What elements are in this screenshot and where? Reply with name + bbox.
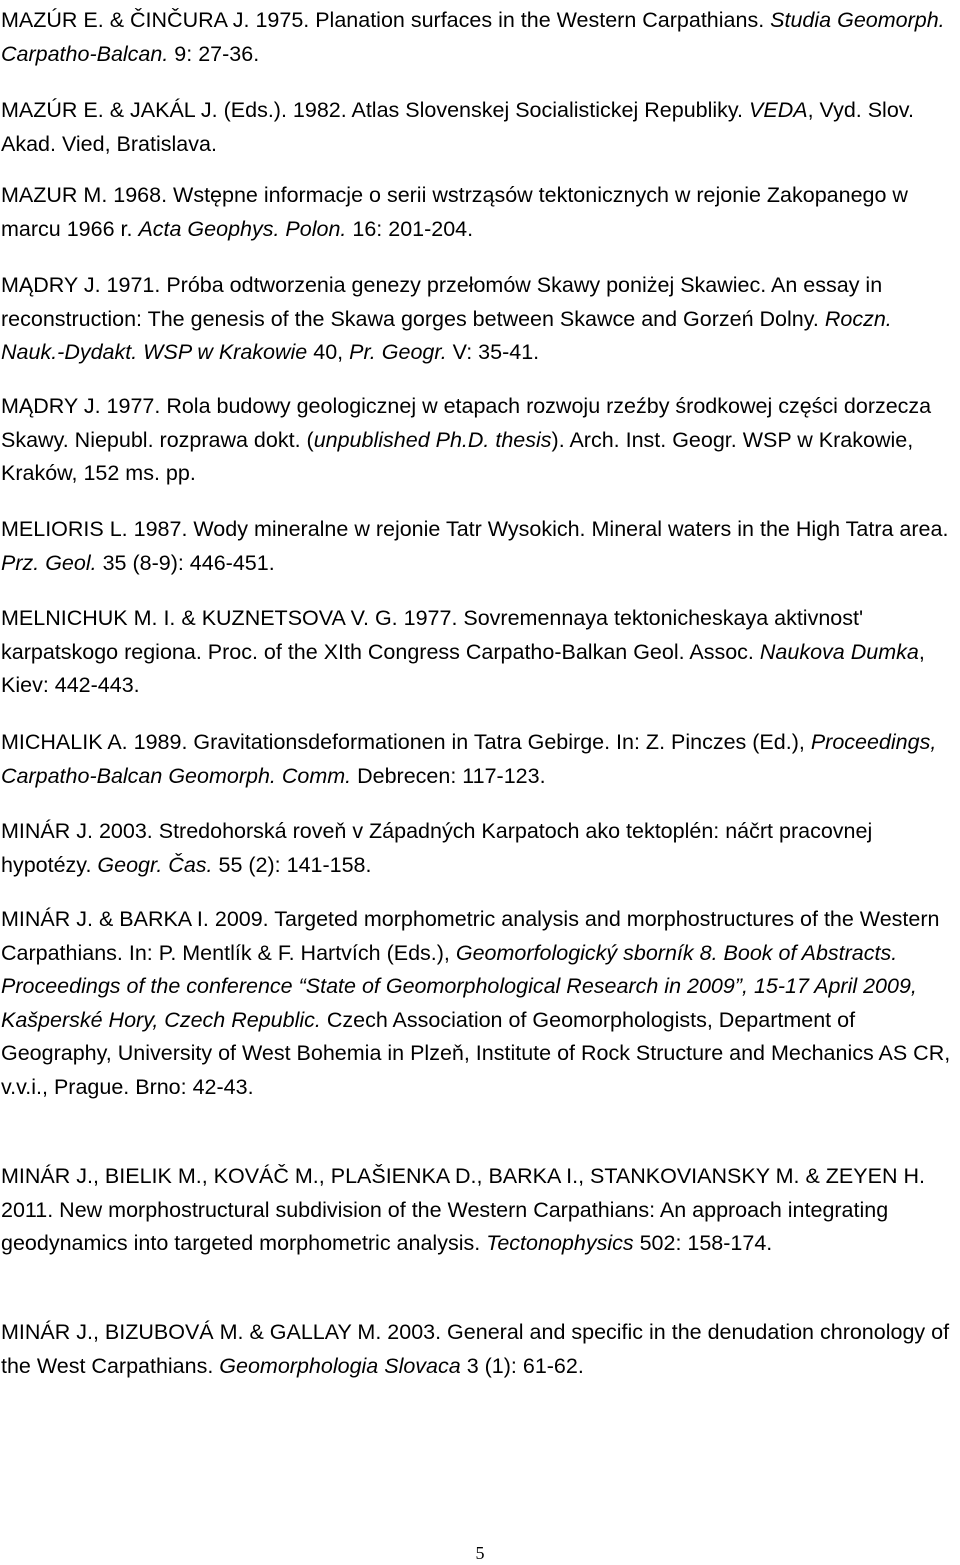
reference-journal: Acta Geophys. Polon. — [138, 216, 347, 241]
reference-text: MINÁR J., BIZUBOVÁ M. & GALLAY M. 2003. General and specific in the denudation chronology of the West Carpathians. — [1, 1320, 950, 1378]
reference-journal: Proceedings, Carpatho-Balcan Geomorph. Comm. — [1, 730, 937, 788]
reference-journal: Prz. Geol. — [1, 550, 97, 575]
reference-entry — [1, 1160, 956, 1261]
reference-text: 55 (2): 141-158. — [212, 852, 372, 877]
reference-text: 9: 27-36. — [168, 41, 260, 66]
reference-entry — [1, 815, 956, 882]
reference-text: 16: 201-204. — [346, 216, 474, 241]
reference-publisher: VEDA — [749, 98, 808, 122]
reference-text: , Vyd. Slov. Akad. Vied, Bratislava. — [1, 98, 914, 156]
reference-entry — [1, 1316, 956, 1383]
reference-entry — [1, 726, 956, 793]
reference-text: MAZÚR E. & ČINČURA J. 1975. Planation surfaces in the Western Carpathians. — [1, 8, 771, 32]
reference-entry — [1, 390, 956, 491]
reference-journal: Geogr. Čas. — [97, 852, 213, 877]
reference-text: 502: 158-174. — [633, 1231, 773, 1255]
reference-entry — [1, 179, 956, 246]
reference-text: MICHALIK A. 1989. Gravitationsdeformationen in Tatra Gebirge. In: Z. Pinczes (Ed.), — [1, 730, 811, 754]
reference-text: MELNICHUK M. I. & KUZNETSOVA V. G. 1977. Sovremennaya tektonicheskaya aktivnost' karpatskogo regiona. Proc. of the XIth Congress Carpatho-Balkan Geol. Assoc. — [1, 606, 864, 664]
reference-text: V: 35-41. — [446, 340, 540, 364]
reference-text: ). Arch. Inst. Geogr. WSP w Krakowie, Kraków, 152 ms. pp. — [1, 427, 914, 485]
reference-text: , Kiev: 442-443. — [1, 639, 925, 697]
page-number: 5 — [475, 1543, 485, 1563]
reference-text: 35 (8-9): 446-451. — [96, 550, 275, 575]
reference-text: MINÁR J., BIELIK M., KOVÁČ M., PLAŠIENKA D., BARKA I., STANKOVIANSKY M. & ZEYEN H. 2011. New morphostructural subdivision of the Western Carpathians: An approach integrating geodynamics into targeted morphometric analysis. — [1, 1164, 925, 1255]
reference-journal: Tectonophysics — [486, 1231, 634, 1255]
reference-text: MĄDRY J. 1971. Próba odtworzenia genezy przełomów Skawy poniżej Skawiec. An essay in reconstruction: The genesis of the Skawa gorges between Skawce and Gorzeń Dolny. — [1, 273, 883, 331]
reference-journal: Geomorphologia Slovaca — [219, 1353, 461, 1378]
reference-entry — [1, 94, 956, 161]
reference-text: MELIORIS L. 1987. Wody mineralne w rejonie Tatr Wysokich. Mineral waters in the High Tatra area. — [1, 517, 949, 541]
reference-text: MĄDRY J. 1977. Rola budowy geologicznej w etapach rozwoju rzeźby środkowej części dorzecza Skawy. Niepubl. rozprawa dokt. ( — [1, 394, 932, 452]
reference-entry — [1, 903, 956, 1104]
reference-journal: Roczn. Nauk.-Dydakt. WSP w Krakowie — [1, 306, 892, 364]
reference-text: MAZUR M. 1968. Wstępne informacje o serii wstrząsów tektonicznych w rejonie Zakopanego w marcu 1966 r. — [1, 183, 908, 241]
reference-text: MINÁR J. & BARKA I. 2009. Targeted morphometric analysis and morphostructures of the Western Carpathians. In: P. Mentlík & F. Hartvích (Eds.), — [1, 907, 940, 965]
reference-proceedings: Geomorfologický sborník 8. Book of Abstracts. Proceedings of the conference “State of Geomorphological Research in 2009”, 15-17 April 2009, Kašperské Hory, Czech Republic. — [1, 940, 917, 1032]
reference-text: MINÁR J. 2003. Stredohorská roveň v Západných Karpatoch ako tektoplén: náčrt pracovnej hypotézy. — [1, 819, 873, 877]
reference-journal: Pr. Geogr. — [349, 340, 447, 364]
reference-text: 3 (1): 61-62. — [460, 1353, 584, 1378]
reference-entry — [1, 513, 956, 580]
reference-entry — [1, 269, 956, 370]
reference-journal: Studia Geomorph. Carpatho-Balcan. — [1, 8, 945, 66]
reference-publisher: Naukova Dumka — [759, 639, 919, 664]
reference-note: unpublished Ph.D. thesis — [313, 427, 552, 452]
reference-entry — [1, 602, 956, 703]
reference-text: MAZÚR E. & JAKÁL J. (Eds.). 1982. Atlas Slovenskej Socialistickej Republiky. — [1, 98, 750, 122]
reference-text: Czech Association of Geomorphologists, Department of Geography, University of West Bohemia in Plzeň, Institute of Rock Structure and Mechanics AS CR, v.v.i., Prague. Brno: 42-43. — [1, 1007, 951, 1099]
reference-entry — [1, 4, 956, 71]
reference-text: Debrecen: 117-123. — [351, 763, 546, 788]
reference-text: 40, — [307, 340, 350, 364]
